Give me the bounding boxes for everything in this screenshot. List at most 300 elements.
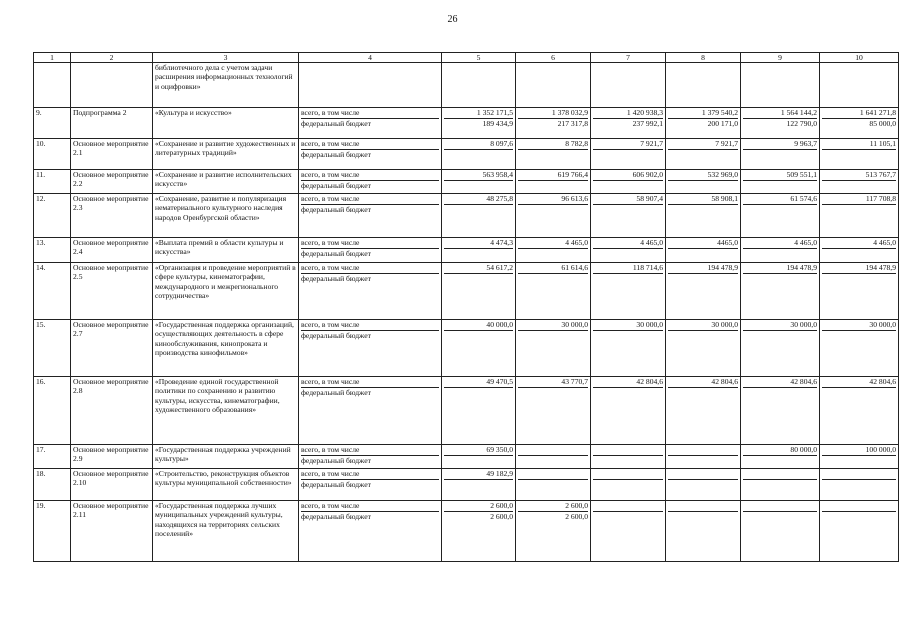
federal-value bbox=[593, 150, 663, 160]
total-value bbox=[743, 501, 817, 512]
activity-code-cell: Подпрограмма 2 bbox=[71, 108, 153, 139]
federal-value bbox=[822, 512, 896, 522]
total-value: 1 420 938,3 bbox=[593, 108, 663, 119]
total-value: 96 613,6 bbox=[518, 194, 588, 205]
federal-value bbox=[444, 331, 513, 341]
total-value: 194 478,9 bbox=[743, 263, 817, 274]
total-value: 513 767,7 bbox=[822, 170, 896, 181]
total-value: 2 600,0 bbox=[518, 501, 588, 512]
total-value: 194 478,9 bbox=[822, 263, 896, 274]
row-number-cell: 16. bbox=[34, 377, 71, 445]
year-value-cell bbox=[442, 139, 516, 170]
total-value bbox=[518, 445, 588, 456]
year-value-cell bbox=[820, 108, 899, 139]
funding-source-label: федеральный бюджет bbox=[301, 205, 371, 215]
year-value-cell bbox=[741, 377, 820, 445]
federal-value bbox=[593, 249, 663, 259]
total-value: 40 000,0 bbox=[444, 320, 513, 331]
total-value bbox=[593, 501, 663, 512]
total-value bbox=[743, 469, 817, 480]
federal-value bbox=[593, 456, 663, 466]
year-value-cell bbox=[442, 63, 516, 108]
funding-source-cell bbox=[299, 445, 442, 469]
funding-source-label: всего, в том числе bbox=[301, 320, 439, 331]
table-row bbox=[34, 469, 899, 501]
federal-value bbox=[822, 150, 896, 160]
total-value bbox=[668, 469, 738, 480]
federal-value: 122 790,0 bbox=[786, 119, 817, 129]
federal-value bbox=[518, 456, 588, 466]
total-value: 619 766,4 bbox=[518, 170, 588, 181]
activity-code-cell: Основное мероприятие 2.3 bbox=[71, 194, 153, 238]
year-value-cell bbox=[741, 194, 820, 238]
year-value-cell bbox=[591, 194, 666, 238]
year-value-cell bbox=[666, 170, 741, 194]
federal-value bbox=[743, 480, 817, 490]
total-value: 2 600,0 bbox=[444, 501, 513, 512]
column-header: 8 bbox=[666, 53, 741, 63]
year-value-cell bbox=[442, 170, 516, 194]
table-row bbox=[34, 170, 899, 194]
year-value-cell bbox=[666, 445, 741, 469]
total-value: 4 465,0 bbox=[593, 238, 663, 249]
column-header: 5 bbox=[442, 53, 516, 63]
federal-value bbox=[743, 331, 817, 341]
activity-code-cell: Основное мероприятие 2.9 bbox=[71, 445, 153, 469]
row-number-cell: 11. bbox=[34, 170, 71, 194]
federal-value bbox=[743, 205, 817, 215]
year-value-cell bbox=[820, 170, 899, 194]
total-value: 4 465,0 bbox=[743, 238, 817, 249]
activity-code-cell: Основное мероприятие 2.10 bbox=[71, 469, 153, 501]
total-value: 118 714,6 bbox=[593, 263, 663, 274]
year-value-cell bbox=[820, 238, 899, 263]
funding-source-label: федеральный бюджет bbox=[301, 181, 371, 191]
total-value: 4 474,3 bbox=[444, 238, 513, 249]
total-value bbox=[822, 501, 896, 512]
total-value: 30 000,0 bbox=[593, 320, 663, 331]
year-value-cell bbox=[820, 377, 899, 445]
year-value-cell bbox=[516, 377, 591, 445]
federal-value: 2 600,0 bbox=[565, 512, 588, 522]
total-value: 100 000,0 bbox=[822, 445, 896, 456]
funding-source-cell bbox=[299, 320, 442, 377]
year-value-cell bbox=[820, 263, 899, 320]
column-header: 10 bbox=[820, 53, 899, 63]
year-value-cell bbox=[820, 139, 899, 170]
year-value-cell bbox=[666, 108, 741, 139]
column-header: 6 bbox=[516, 53, 591, 63]
year-value-cell bbox=[516, 170, 591, 194]
year-value-cell bbox=[741, 320, 820, 377]
year-value-cell bbox=[516, 320, 591, 377]
funding-source-cell bbox=[299, 238, 442, 263]
year-value-cell bbox=[666, 63, 741, 108]
funding-source-label: федеральный бюджет bbox=[301, 274, 371, 284]
federal-value bbox=[518, 274, 588, 284]
year-value-cell bbox=[516, 139, 591, 170]
federal-value bbox=[822, 274, 896, 284]
total-value: 4 465,0 bbox=[518, 238, 588, 249]
activity-name-cell: «Проведение единой государственной политики по сохранению и развитию культуры, искусства, кинематографии, художественного образования» bbox=[153, 377, 299, 445]
row-number-cell: 19. bbox=[34, 501, 71, 562]
total-value: 8 782,8 bbox=[518, 139, 588, 150]
federal-value bbox=[593, 480, 663, 490]
activity-code-cell: Основное мероприятие 2.4 bbox=[71, 238, 153, 263]
total-value bbox=[593, 469, 663, 480]
year-value-cell bbox=[666, 238, 741, 263]
year-value-cell bbox=[591, 170, 666, 194]
federal-value bbox=[668, 181, 738, 191]
total-value: 49 182,9 bbox=[444, 469, 513, 480]
federal-value: 2 600,0 bbox=[490, 512, 513, 522]
total-value: 48 275,8 bbox=[444, 194, 513, 205]
funding-source-cell bbox=[299, 170, 442, 194]
total-value: 30 000,0 bbox=[743, 320, 817, 331]
federal-value bbox=[518, 480, 588, 490]
total-value: 49 470,5 bbox=[444, 377, 513, 388]
year-value-cell bbox=[666, 377, 741, 445]
federal-value bbox=[822, 331, 896, 341]
total-value: 69 350,0 bbox=[444, 445, 513, 456]
activity-name-cell: «Государственная поддержка лучших муниципальных учреждений культуры, находящихся на территориях сельских поселений» bbox=[153, 501, 299, 562]
year-value-cell bbox=[516, 469, 591, 501]
total-value: 42 804,6 bbox=[743, 377, 817, 388]
funding-source-label: федеральный бюджет bbox=[301, 331, 371, 341]
activity-name-cell: «Сохранение и развитие художественных и литературных традиций» bbox=[153, 139, 299, 170]
table-row bbox=[34, 194, 899, 238]
federal-value bbox=[593, 274, 663, 284]
total-value: 54 617,2 bbox=[444, 263, 513, 274]
funding-source-label: всего, в том числе bbox=[301, 139, 439, 150]
funding-source-label: всего, в том числе bbox=[301, 377, 439, 388]
year-value-cell bbox=[516, 263, 591, 320]
funding-source-cell bbox=[299, 139, 442, 170]
total-value: 7 921,7 bbox=[593, 139, 663, 150]
total-value: 1 379 540,2 bbox=[668, 108, 738, 119]
year-value-cell bbox=[591, 469, 666, 501]
funding-source-label: федеральный бюджет bbox=[301, 150, 371, 160]
federal-value bbox=[444, 249, 513, 259]
column-header: 7 bbox=[591, 53, 666, 63]
funding-source-label: федеральный бюджет bbox=[301, 249, 371, 259]
federal-value bbox=[444, 456, 513, 466]
total-value: 30 000,0 bbox=[822, 320, 896, 331]
federal-value bbox=[743, 181, 817, 191]
column-header: 1 bbox=[34, 53, 71, 63]
federal-value bbox=[822, 480, 896, 490]
federal-value bbox=[444, 274, 513, 284]
federal-value bbox=[518, 181, 588, 191]
federal-value bbox=[743, 150, 817, 160]
federal-value bbox=[518, 150, 588, 160]
total-value: 30 000,0 bbox=[518, 320, 588, 331]
federal-value: 189 434,9 bbox=[482, 119, 513, 129]
federal-value bbox=[668, 456, 738, 466]
row-number-cell: 17. bbox=[34, 445, 71, 469]
federal-value bbox=[743, 456, 817, 466]
table-row bbox=[34, 320, 899, 377]
total-value bbox=[518, 469, 588, 480]
year-value-cell bbox=[442, 238, 516, 263]
year-value-cell bbox=[516, 63, 591, 108]
year-value-cell bbox=[820, 194, 899, 238]
year-value-cell bbox=[820, 501, 899, 562]
year-value-cell bbox=[516, 445, 591, 469]
activity-name-cell: «Культура и искусство» bbox=[153, 108, 299, 139]
funding-source-label: федеральный бюджет bbox=[301, 119, 371, 129]
funding-source-cell bbox=[299, 63, 442, 108]
funding-source-label: всего, в том числе bbox=[301, 170, 439, 181]
federal-value bbox=[444, 205, 513, 215]
federal-value bbox=[743, 388, 817, 398]
total-value: 58 907,4 bbox=[593, 194, 663, 205]
funding-source-label: всего, в том числе bbox=[301, 238, 439, 249]
row-number-cell: 13. bbox=[34, 238, 71, 263]
column-header: 9 bbox=[741, 53, 820, 63]
federal-value: 85 000,0 bbox=[869, 119, 896, 129]
federal-value bbox=[668, 150, 738, 160]
row-number-cell: 18. bbox=[34, 469, 71, 501]
total-value bbox=[593, 445, 663, 456]
federal-value bbox=[822, 249, 896, 259]
activity-name-cell: «Сохранение и развитие исполнительских искусств» bbox=[153, 170, 299, 194]
table-body bbox=[34, 63, 899, 562]
year-value-cell bbox=[666, 263, 741, 320]
federal-value: 200 171,0 bbox=[707, 119, 738, 129]
table-row bbox=[34, 63, 899, 108]
activity-code-cell: Основное мероприятие 2.1 bbox=[71, 139, 153, 170]
year-value-cell bbox=[442, 469, 516, 501]
funding-source-label: всего, в том числе bbox=[301, 469, 439, 480]
federal-value bbox=[444, 480, 513, 490]
total-value: 4465,0 bbox=[668, 238, 738, 249]
year-value-cell bbox=[442, 194, 516, 238]
total-value: 61 614,6 bbox=[518, 263, 588, 274]
year-value-cell bbox=[442, 320, 516, 377]
year-value-cell bbox=[516, 108, 591, 139]
table-row bbox=[34, 377, 899, 445]
year-value-cell bbox=[591, 63, 666, 108]
federal-value bbox=[593, 512, 663, 522]
year-value-cell bbox=[442, 263, 516, 320]
row-number-cell: 10. bbox=[34, 139, 71, 170]
federal-value bbox=[518, 388, 588, 398]
table-row bbox=[34, 501, 899, 562]
column-number-header bbox=[34, 53, 899, 63]
year-value-cell bbox=[591, 501, 666, 562]
federal-value bbox=[743, 274, 817, 284]
row-number-cell: 14. bbox=[34, 263, 71, 320]
row-number-cell: 12. bbox=[34, 194, 71, 238]
year-value-cell bbox=[591, 377, 666, 445]
federal-value bbox=[822, 456, 896, 466]
total-value bbox=[822, 469, 896, 480]
year-value-cell bbox=[516, 501, 591, 562]
funding-source-label: федеральный бюджет bbox=[301, 456, 371, 466]
activity-name-cell: «Организация и проведение мероприятий в сфере культуры, кинематографии, международного и межрегионального сотрудничества» bbox=[153, 263, 299, 320]
federal-value bbox=[518, 249, 588, 259]
year-value-cell bbox=[591, 263, 666, 320]
total-value bbox=[668, 445, 738, 456]
federal-value bbox=[593, 205, 663, 215]
federal-value bbox=[444, 181, 513, 191]
year-value-cell bbox=[516, 194, 591, 238]
year-value-cell bbox=[820, 469, 899, 501]
federal-value bbox=[668, 512, 738, 522]
funding-source-label: всего, в том числе bbox=[301, 263, 439, 274]
year-value-cell bbox=[591, 320, 666, 377]
activity-code-cell: Основное мероприятие 2.7 bbox=[71, 320, 153, 377]
total-value: 7 921,7 bbox=[668, 139, 738, 150]
federal-value: 217 317,8 bbox=[557, 119, 588, 129]
total-value: 1 352 171,5 bbox=[444, 108, 513, 119]
year-value-cell bbox=[591, 238, 666, 263]
total-value: 58 908,1 bbox=[668, 194, 738, 205]
funding-source-cell bbox=[299, 469, 442, 501]
year-value-cell bbox=[516, 238, 591, 263]
year-value-cell bbox=[442, 445, 516, 469]
federal-value bbox=[743, 249, 817, 259]
page-number: 26 bbox=[447, 14, 458, 25]
year-value-cell bbox=[741, 170, 820, 194]
federal-value bbox=[822, 181, 896, 191]
activity-name-cell: «Выплата премий в области культуры и искусства» bbox=[153, 238, 299, 263]
year-value-cell bbox=[666, 320, 741, 377]
table-row bbox=[34, 108, 899, 139]
federal-value bbox=[593, 331, 663, 341]
funding-source-label: всего, в том числе bbox=[301, 194, 439, 205]
year-value-cell bbox=[591, 445, 666, 469]
activity-name-cell: «Государственная поддержка организаций, осуществляющих деятельность в сфере кинообслуживания, кинопроката и производства кинофильмов» bbox=[153, 320, 299, 377]
activity-code-cell bbox=[71, 63, 153, 108]
total-value: 1 564 144,2 bbox=[743, 108, 817, 119]
federal-value: 237 992,1 bbox=[632, 119, 663, 129]
activity-code-cell: Основное мероприятие 2.11 bbox=[71, 501, 153, 562]
total-value: 80 000,0 bbox=[743, 445, 817, 456]
table-row bbox=[34, 263, 899, 320]
funding-source-label: федеральный бюджет bbox=[301, 388, 371, 398]
total-value: 532 969,0 bbox=[668, 170, 738, 181]
total-value: 4 465,0 bbox=[822, 238, 896, 249]
funding-source-label: всего, в том числе bbox=[301, 108, 439, 119]
year-value-cell bbox=[820, 63, 899, 108]
total-value: 194 478,9 bbox=[668, 263, 738, 274]
total-value: 42 804,6 bbox=[593, 377, 663, 388]
activity-name-cell: «Сохранение, развитие и популяризация нематериального культурного наследия народов Оренбургской области» bbox=[153, 194, 299, 238]
total-value: 509 551,1 bbox=[743, 170, 817, 181]
federal-value bbox=[593, 181, 663, 191]
funding-source-label: федеральный бюджет bbox=[301, 512, 371, 522]
total-value: 43 770,7 bbox=[518, 377, 588, 388]
total-value: 8 097,6 bbox=[444, 139, 513, 150]
federal-value bbox=[743, 512, 817, 522]
federal-value bbox=[593, 388, 663, 398]
funding-source-cell bbox=[299, 501, 442, 562]
total-value: 61 574,6 bbox=[743, 194, 817, 205]
year-value-cell bbox=[442, 108, 516, 139]
total-value: 1 378 032,9 bbox=[518, 108, 588, 119]
year-value-cell bbox=[820, 320, 899, 377]
funding-source-cell bbox=[299, 377, 442, 445]
federal-value bbox=[444, 150, 513, 160]
total-value: 11 105,1 bbox=[822, 139, 896, 150]
table-row bbox=[34, 238, 899, 263]
year-value-cell bbox=[741, 63, 820, 108]
federal-value bbox=[668, 249, 738, 259]
activity-code-cell: Основное мероприятие 2.2 bbox=[71, 170, 153, 194]
total-value: 1 641 271,8 bbox=[822, 108, 896, 119]
federal-value bbox=[822, 205, 896, 215]
funding-source-label: всего, в том числе bbox=[301, 445, 439, 456]
federal-value bbox=[518, 205, 588, 215]
total-value: 30 000,0 bbox=[668, 320, 738, 331]
year-value-cell bbox=[741, 501, 820, 562]
budget-table bbox=[33, 52, 899, 562]
year-value-cell bbox=[820, 445, 899, 469]
year-value-cell bbox=[666, 194, 741, 238]
total-value: 117 708,8 bbox=[822, 194, 896, 205]
funding-source-cell bbox=[299, 194, 442, 238]
row-number-cell bbox=[34, 63, 71, 108]
column-header: 3 bbox=[153, 53, 299, 63]
federal-value bbox=[822, 388, 896, 398]
total-value: 606 902,0 bbox=[593, 170, 663, 181]
total-value: 563 958,4 bbox=[444, 170, 513, 181]
funding-source-cell bbox=[299, 263, 442, 320]
federal-value bbox=[518, 331, 588, 341]
year-value-cell bbox=[442, 501, 516, 562]
year-value-cell bbox=[741, 445, 820, 469]
year-value-cell bbox=[591, 139, 666, 170]
year-value-cell bbox=[741, 263, 820, 320]
year-value-cell bbox=[442, 377, 516, 445]
total-value: 9 963,7 bbox=[743, 139, 817, 150]
federal-value bbox=[668, 274, 738, 284]
federal-value bbox=[668, 480, 738, 490]
funding-source-cell bbox=[299, 108, 442, 139]
total-value: 42 804,6 bbox=[822, 377, 896, 388]
table-row bbox=[34, 139, 899, 170]
funding-source-label: федеральный бюджет bbox=[301, 480, 371, 490]
activity-name-cell: библиотечного дела с учетом задачи расширения информационных технологий и оцифровки» bbox=[153, 63, 299, 108]
federal-value bbox=[668, 331, 738, 341]
activity-code-cell: Основное мероприятие 2.5 bbox=[71, 263, 153, 320]
table-row bbox=[34, 445, 899, 469]
year-value-cell bbox=[666, 501, 741, 562]
year-value-cell bbox=[741, 469, 820, 501]
year-value-cell bbox=[741, 139, 820, 170]
federal-value bbox=[444, 388, 513, 398]
year-value-cell bbox=[666, 469, 741, 501]
federal-value bbox=[668, 205, 738, 215]
year-value-cell bbox=[666, 139, 741, 170]
row-number-cell: 15. bbox=[34, 320, 71, 377]
row-number-cell: 9. bbox=[34, 108, 71, 139]
total-value bbox=[668, 501, 738, 512]
year-value-cell bbox=[741, 238, 820, 263]
federal-value bbox=[668, 388, 738, 398]
year-value-cell bbox=[591, 108, 666, 139]
column-header: 4 bbox=[299, 53, 442, 63]
activity-name-cell: «Государственная поддержка учреждений культуры» bbox=[153, 445, 299, 469]
activity-code-cell: Основное мероприятие 2.8 bbox=[71, 377, 153, 445]
activity-name-cell: «Строительство, реконструкция объектов культуры муниципальной собственности» bbox=[153, 469, 299, 501]
column-header: 2 bbox=[71, 53, 153, 63]
funding-source-label: всего, в том числе bbox=[301, 501, 439, 512]
total-value: 42 804,6 bbox=[668, 377, 738, 388]
year-value-cell bbox=[741, 108, 820, 139]
